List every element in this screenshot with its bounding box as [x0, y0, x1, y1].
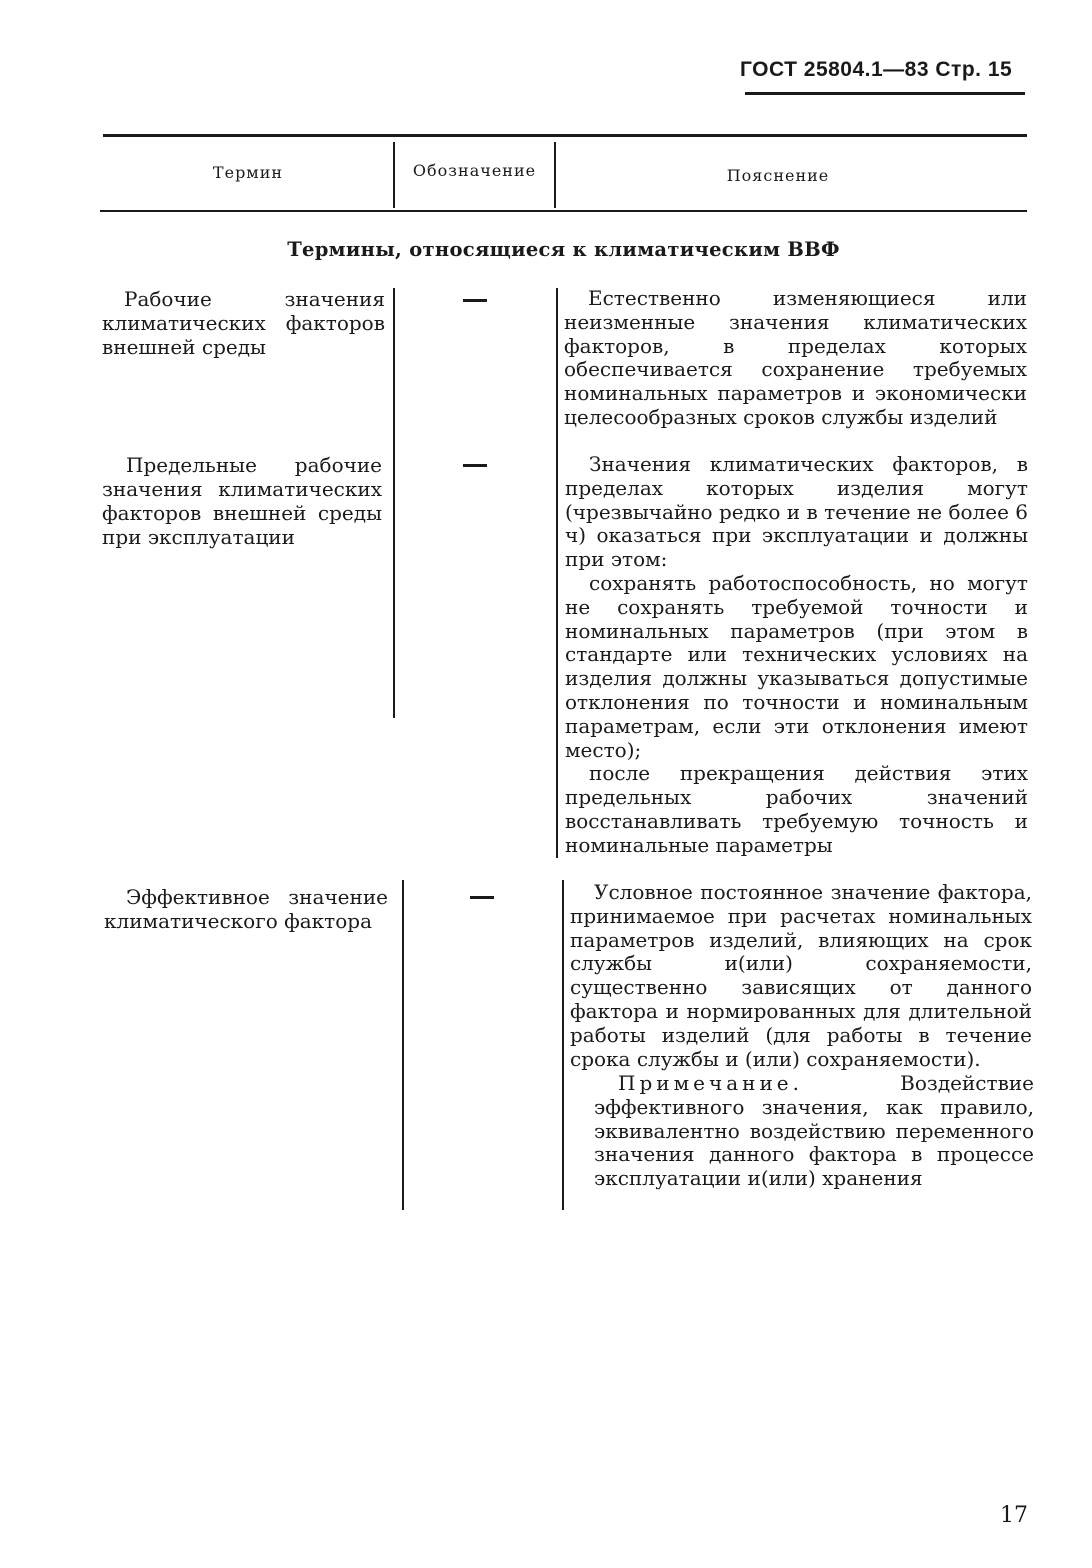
- page-number: 17: [1000, 1503, 1028, 1528]
- explanation-text: [564, 287, 1027, 430]
- note-block: [594, 1072, 1034, 1191]
- section-title: Термины, относящиеся к климатическим ВВФ: [287, 238, 840, 261]
- column-header-designation: Обозначение: [412, 161, 537, 180]
- term-text: Эффективное значение климатического фактора: [104, 885, 388, 933]
- explanation-text: [570, 881, 1032, 1071]
- note-text: Воздействие эффективного значения, как правило, эквивалентно воздействию переменного значения данного фактора в процессе эксплуатации и(или) хранения: [594, 1071, 1034, 1191]
- table-top-rule: [103, 134, 1027, 137]
- term-text: Рабочие значения климатических факторов внешней среды: [102, 287, 385, 359]
- column-divider: [393, 288, 395, 718]
- explanation-paragraph: сохранять работоспособность, но могут не сохранять требуемой точности и номинальных параметров (при этом в стандарте или технических условиях на изделия должны указываться допустимые отклонения по точности и номинальным параметрам, если эти отклонения имеют место);: [565, 570, 1028, 762]
- note-paragraph: [594, 1072, 1034, 1191]
- designation-dash: [463, 464, 487, 467]
- document-code: ГОСТ 25804.1—83 Стр. 15: [740, 58, 1013, 81]
- designation-dash: [463, 299, 487, 302]
- column-divider: [562, 880, 564, 1210]
- header-rule: [745, 92, 1025, 95]
- explanation-text: [565, 453, 1028, 858]
- note-label: Примечание.: [618, 1071, 803, 1095]
- explanation-paragraph: Значения климатических факторов, в пределах которых изделия могут (чрезвычайно редко и в течение не более 6 ч) оказаться при эксплуатации и должны при этом:: [565, 452, 1028, 572]
- column-divider: [402, 880, 404, 1210]
- explanation-paragraph: после прекращения действия этих предельных рабочих значений восстанавливать требуемую точность и номинальные параметры: [565, 761, 1028, 857]
- column-header-explanation: Пояснение: [726, 166, 830, 185]
- table-header-rule: [100, 210, 1027, 212]
- designation-dash: [470, 896, 494, 899]
- column-divider: [556, 288, 558, 858]
- explanation-paragraph: Условное постоянное значение фактора, принимаемое при расчетах номинальных параметров изделий, влияющих на срок службы и(или) сохраняемости, существенно зависящих от данного фактора и нормированных для длительной работы изделий (для работы в течение срока службы и (или) сохраняемости).: [570, 880, 1032, 1071]
- column-header-term: Термин: [212, 163, 284, 182]
- explanation-paragraph: Естественно изменяющиеся или неизменные значения климатических факторов, в пределах которых обеспечивается сохранение требуемых номинальных параметров и экономически целесообразных сроков службы изделий: [564, 286, 1027, 429]
- term-text: Предельные рабочие значения климатических факторов внешней среды при эксплуатации: [102, 453, 382, 549]
